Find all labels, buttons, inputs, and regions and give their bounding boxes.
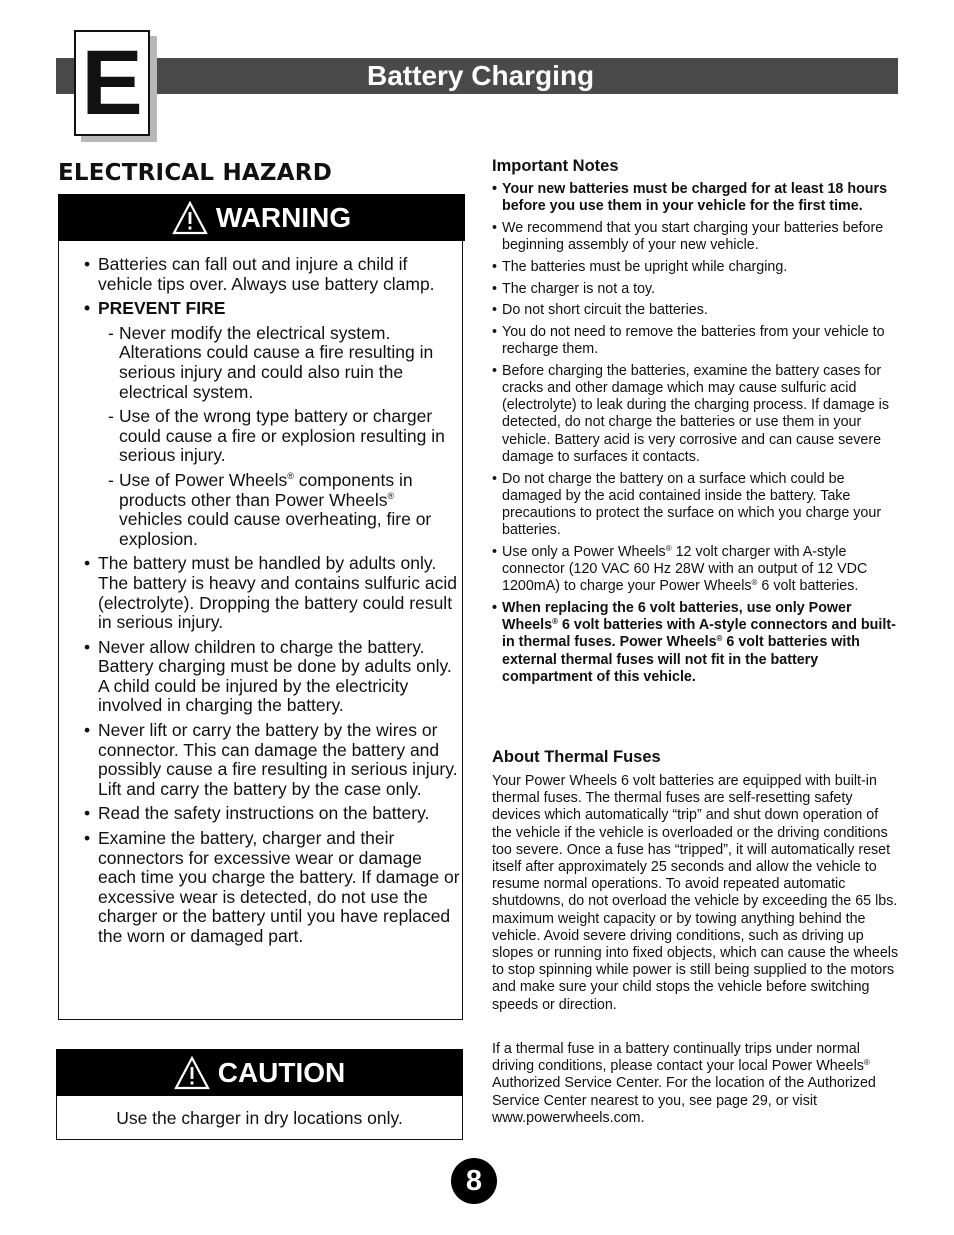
caution-text: Use the charger in dry locations only. (116, 1108, 403, 1128)
note-text: 6 volt batteries. (757, 578, 859, 595)
warning-item: • Read the safety instructions on the battery. (84, 804, 460, 824)
warning-item: • Batteries can fall out and injure a child if vehicle tips over. Always use battery clamp. (84, 255, 460, 294)
caution-label: CAUTION (217, 1056, 346, 1088)
warning-triangle-icon (174, 1056, 210, 1090)
subitem-text: vehicles could cause overheating, fire or explosion. (119, 509, 432, 549)
note-item: • Your new batteries must be charged for at least 18 hours before you use them in your vehicle for the first time. (492, 181, 902, 215)
subitem-text: Use of the wrong type battery or charger could cause a fire or explosion resulting in serious injury. (119, 406, 445, 466)
caution-header (56, 1049, 463, 1096)
note-text: 6 volt batteries with external thermal fuses will not fit in the battery compartment of this vehicle. (502, 634, 860, 685)
note-text: When replacing the 6 volt batteries, use only Power Wheels (502, 599, 852, 634)
warning-item: • The battery must be handled by adults only. The battery is heavy and contains sulfuric acid (electrolyte). Dropping the battery could result in serious injury. (84, 554, 460, 632)
note-item: • We recommend that you start charging your batteries before beginning assembly of your new vehicle. (492, 220, 902, 254)
registered-mark: ® (552, 617, 558, 627)
note-item: • Do not short circuit the batteries. (492, 302, 902, 319)
subitem-text: Use of Power Wheels (119, 469, 288, 490)
fuses-text: If a thermal fuse in a battery continually trips under normal driving conditions, please contact your local Power Wheels (492, 1041, 864, 1075)
registered-mark: ® (751, 578, 758, 588)
registered-mark: ® (287, 470, 294, 481)
notes-title: Important Notes (492, 157, 619, 175)
warning-triangle-icon (172, 201, 208, 235)
note-item: • The batteries must be upright while charging. (492, 259, 902, 276)
registered-mark: ® (863, 1058, 870, 1068)
warning-item: • Never lift or carry the battery by the wires or connector. This can damage the battery and possibly cause a fire resulting in serious injury. Lift and carry the battery by the case only. (84, 721, 460, 799)
warning-header (58, 194, 465, 241)
warning-list (84, 255, 460, 952)
warning-item: • Examine the battery, charger and their connectors for excessive wear or damage each time you charge the battery. If damage or excessive wear is detected, do not use the charger or the battery until you have replaced the worn or damaged part. (84, 829, 460, 947)
note-item: • Do not charge the battery on a surface which could be damaged by the acid contained inside the battery. Take precautions to protect the surface on which you charge your batteries. (492, 471, 902, 540)
note-text: Use only a Power Wheels (502, 543, 666, 560)
registered-mark: ® (665, 543, 672, 553)
warning-item-prevent-fire: • PREVENT FIRE (84, 299, 460, 319)
note-text: 12 volt charger with A-style connector (120 VAC 60 Hz 28W with an output of 12 VDC 1200mA) to charge your Power Wheels (502, 543, 868, 595)
note-item: • Before charging the batteries, examine the battery cases for cracks and other damage which may cause sulfuric acid (electrolyte) to leak during the charging process. If damage is detected, do not charge the batteries or use them in your vehicle. Battery acid is very corrosive and can cause severe damage to surfaces it contacts. (492, 363, 902, 466)
fuses-title: About Thermal Fuses (492, 748, 661, 766)
page-number: 8 (451, 1158, 497, 1204)
registered-mark: ® (716, 634, 723, 644)
subitem-text: Never modify the electrical system. Alterations could cause a fire resulting in serious injury and could also ruin the electrical system. (119, 322, 434, 402)
subitem-text: components in products other than Power Wheels (119, 469, 413, 510)
fuses-text: Authorized Service Center. For the location of the Authorized Service Center nearest to you, see page 29, or visit www.powerwheels.com. (492, 1075, 876, 1126)
warning-item: • Never allow children to charge the battery. Battery charging must be done by adults only. A child could be injured by the electricity involved in charging the battery. (84, 638, 460, 716)
note-item-charger (492, 544, 902, 596)
section-letter: E (81, 32, 143, 134)
prevent-fire-subitem: - Never modify the electrical system. Alterations could cause a fire resulting in serious injury and could also ruin the electrical system. (108, 322, 434, 402)
note-item: • The charger is not a toy. (492, 281, 902, 298)
fuses-paragraph: Your Power Wheels 6 volt batteries are equipped with built-in thermal fuses. The thermal fuses are self-resetting safety devices which automatically “trip” and shut down operation of the vehicle if the vehicle is overloaded or the driving conditions too severe. Once a fuse has “tripped”, it will automatically reset itself after approximately 25 seconds and allow the vehicle to resume normal operations. To avoid repeated automatic shutdowns, do not overload the vehicle by exceeding the 65 lbs. maximum weight capacity or by towing anything behind the vehicle. Avoid severe driving conditions, such as driving up slopes or running into fixed objects, which can cause the wheels to stop spinning while power is still being supplied to the motors and make sure your child stops the vehicle before switching speeds or direction. (492, 773, 899, 1013)
prevent-fire-subitem: - Use of the wrong type battery or charger could cause a fire or explosion resulting in serious injury. (108, 406, 445, 466)
note-item: • You do not need to remove the batteries from your vehicle to recharge them. (492, 324, 902, 358)
registered-mark: ® (387, 490, 395, 501)
notes-list (492, 181, 902, 690)
note-text: 6 volt batteries with A-style connectors and built-in thermal fuses. Power Wheels (502, 617, 896, 651)
section-letter-box (74, 30, 150, 136)
page-title: Battery Charging (367, 60, 595, 91)
note-item-replace (492, 600, 902, 686)
fuses-paragraph (492, 1041, 902, 1127)
warning-label: WARNING (215, 201, 352, 233)
prevent-fire-subitem: - Use of Power Wheels® components in products other than Power Wheels® vehicles could cause overheating, fire or explosion. (108, 469, 432, 549)
hazard-title: ELECTRICAL HAZARD (58, 160, 332, 186)
